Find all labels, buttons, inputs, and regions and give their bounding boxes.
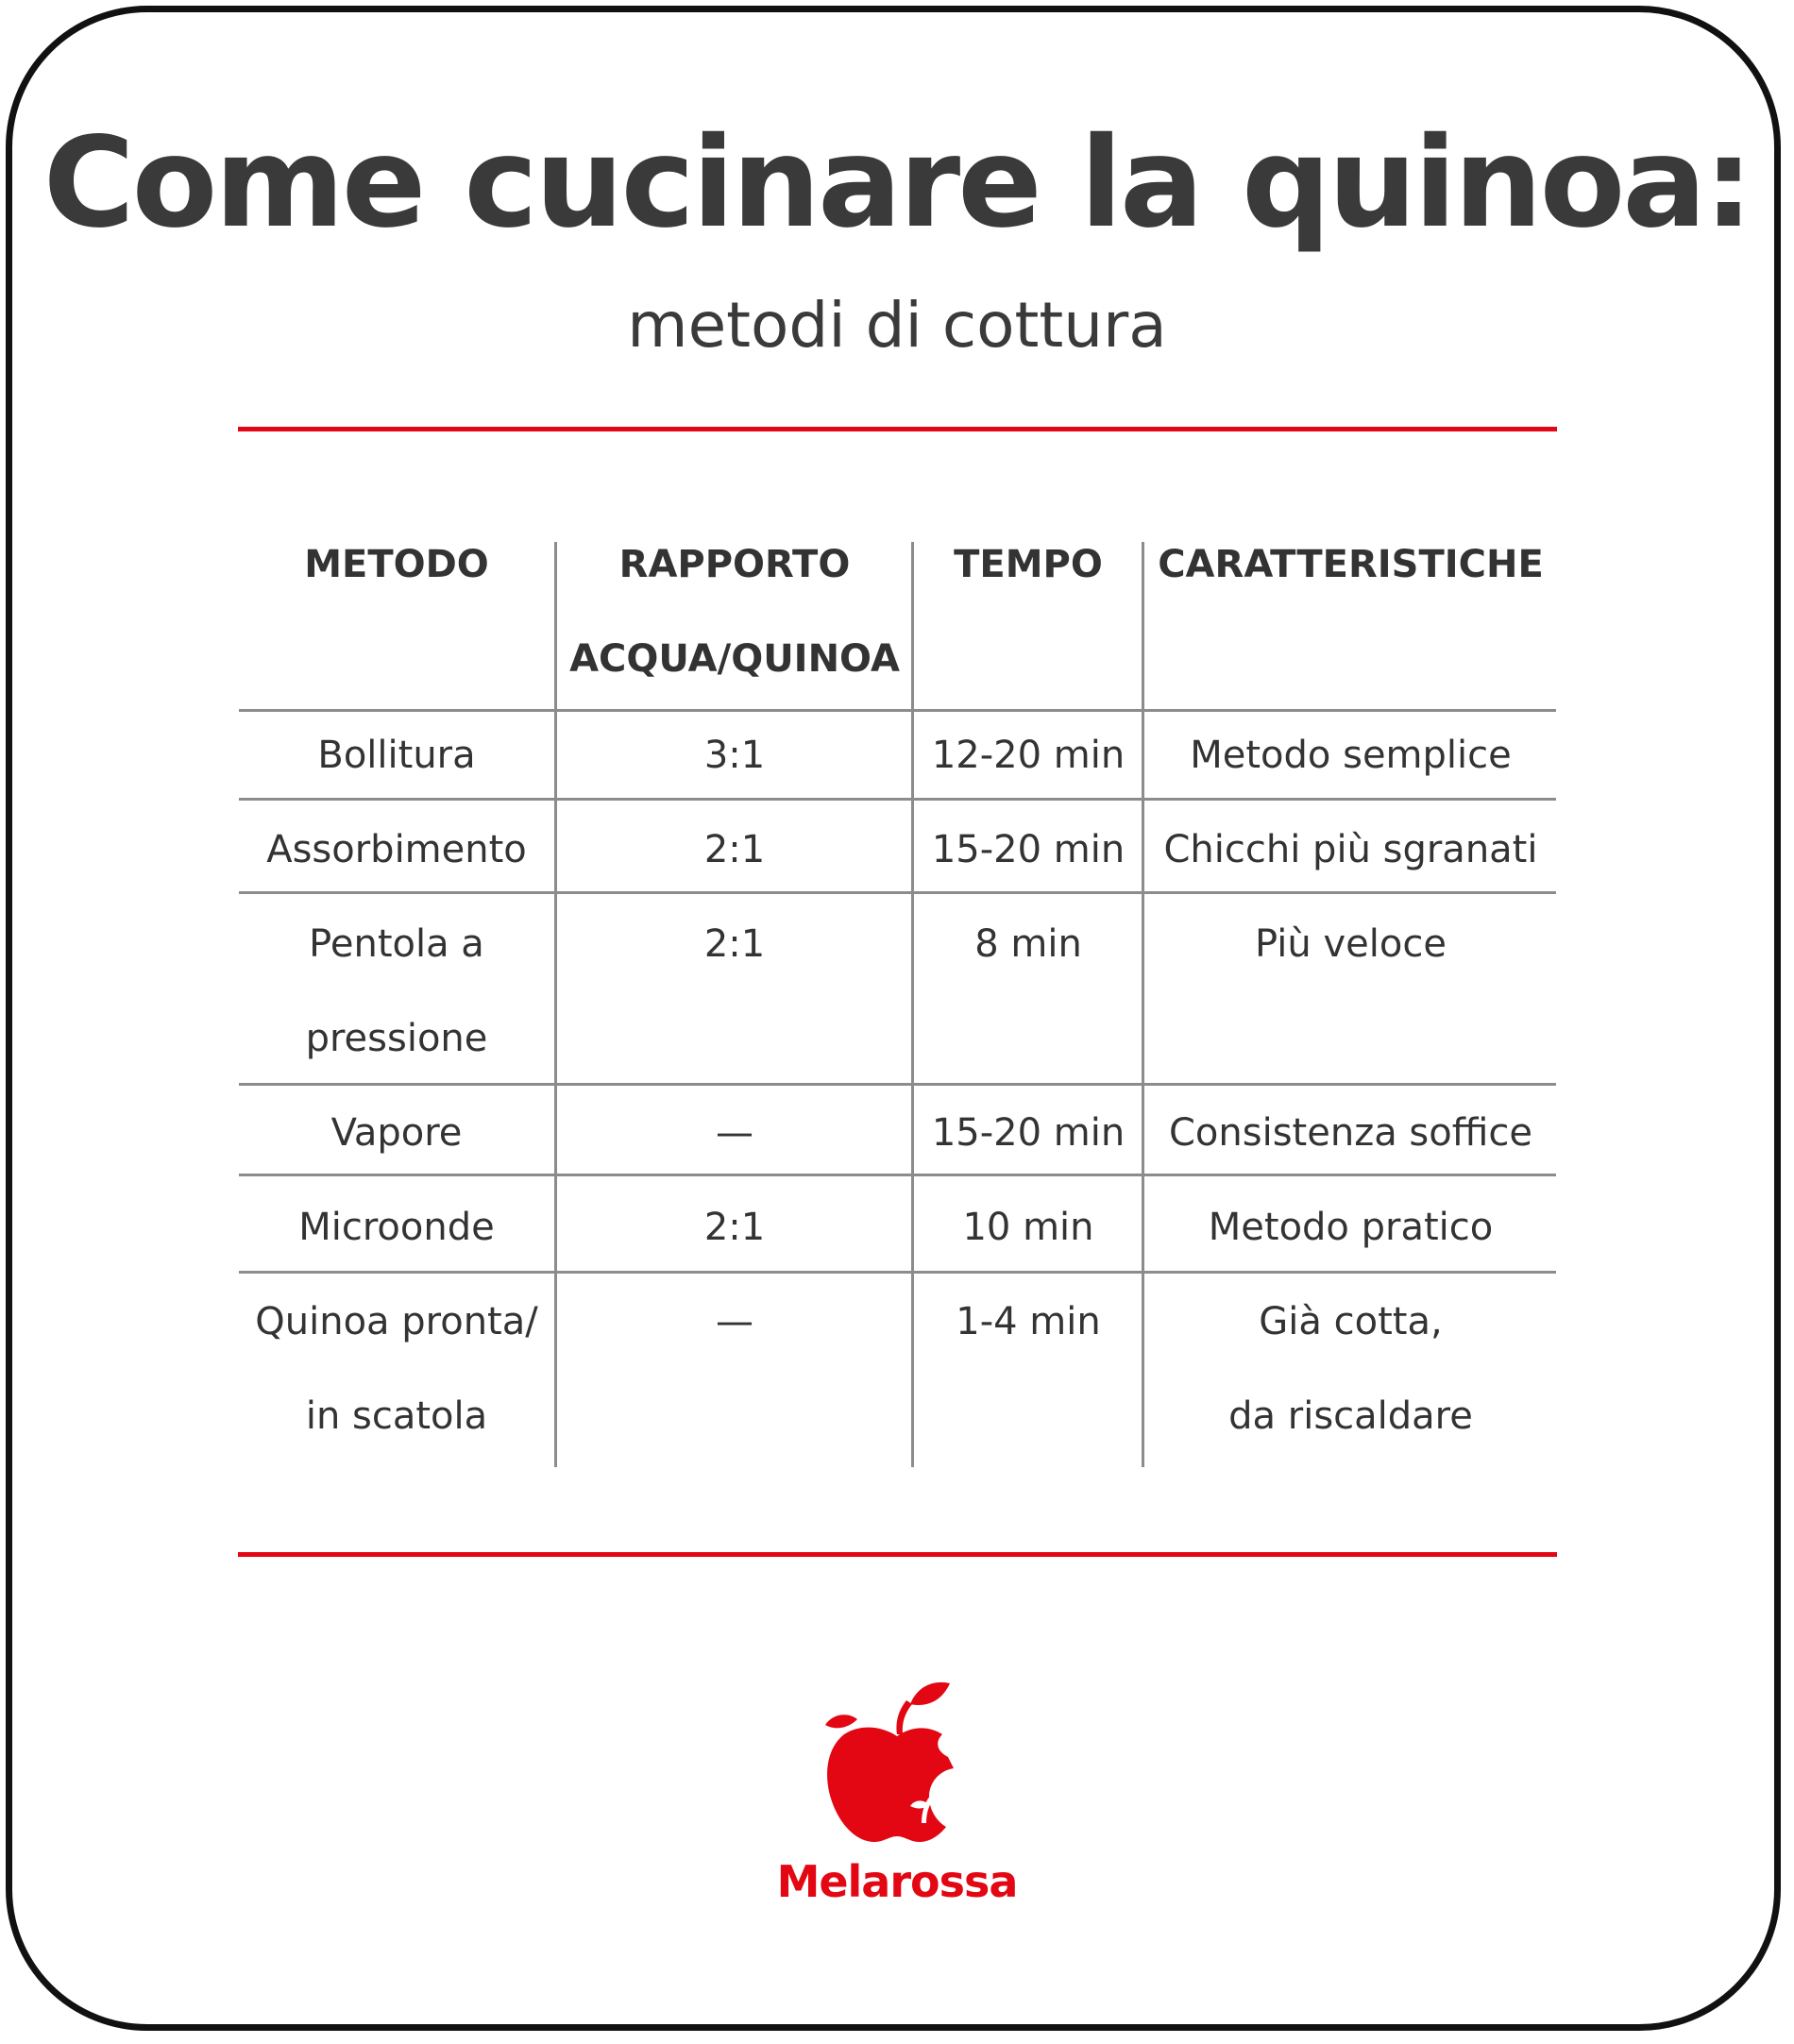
header-metodo: METODO: [304, 543, 489, 586]
cell-metodo: Microonde: [298, 1206, 495, 1249]
cell-caratteristiche: Metodo pratico: [1208, 1206, 1494, 1249]
cell-caratteristiche: Metodo semplice: [1190, 734, 1512, 777]
cell-tempo: 1-4 min: [956, 1300, 1101, 1343]
header-rapporto-sub: ACQUA/QUINOA: [569, 637, 900, 681]
cell-tempo: 10 min: [962, 1206, 1094, 1249]
cell-tempo: 15-20 min: [931, 828, 1125, 871]
cell-rapporto: —: [716, 1300, 753, 1343]
cell-tempo: 12-20 min: [931, 734, 1125, 777]
page-title: Come cucinare la quinoa:: [42, 110, 1752, 256]
cell-rapporto: 2:1: [703, 1206, 766, 1249]
cell-rapporto: 2:1: [703, 828, 766, 871]
cell-caratteristiche: Più veloce: [1255, 922, 1447, 966]
cell-metodo: Vapore: [330, 1111, 463, 1155]
header-caratteristiche: CARATTERISTICHE: [1158, 543, 1544, 586]
cell-caratteristiche: Già cotta,: [1259, 1300, 1443, 1343]
cell-metodo: Assorbimento: [266, 828, 527, 871]
cell-metodo-line2: pressione: [305, 1017, 488, 1060]
header-tempo: TEMPO: [954, 543, 1103, 586]
cell-tempo: 8 min: [974, 922, 1082, 966]
cell-rapporto: 3:1: [703, 734, 766, 777]
apple-icon: [823, 1676, 971, 1846]
top-divider: [238, 427, 1557, 431]
brand-name: Melarossa: [776, 1856, 1018, 1907]
cell-metodo: Pentola a: [309, 922, 484, 966]
cell-caratteristiche: Consistenza soffice: [1169, 1111, 1532, 1155]
cell-rapporto: —: [716, 1111, 753, 1155]
cell-caratteristiche: Chicchi più sgranati: [1163, 828, 1538, 871]
cell-caratteristiche-line2: da riscaldare: [1228, 1394, 1473, 1438]
cell-tempo: 15-20 min: [931, 1111, 1125, 1155]
page-subtitle: metodi di cottura: [627, 289, 1167, 362]
cell-metodo: Bollitura: [317, 734, 476, 777]
bottom-divider: [238, 1552, 1557, 1557]
cell-metodo-line2: in scatola: [305, 1394, 488, 1438]
header-rapporto: RAPPORTO: [618, 543, 851, 586]
cell-rapporto: 2:1: [703, 922, 766, 966]
cell-metodo: Quinoa pronta/: [255, 1300, 538, 1343]
